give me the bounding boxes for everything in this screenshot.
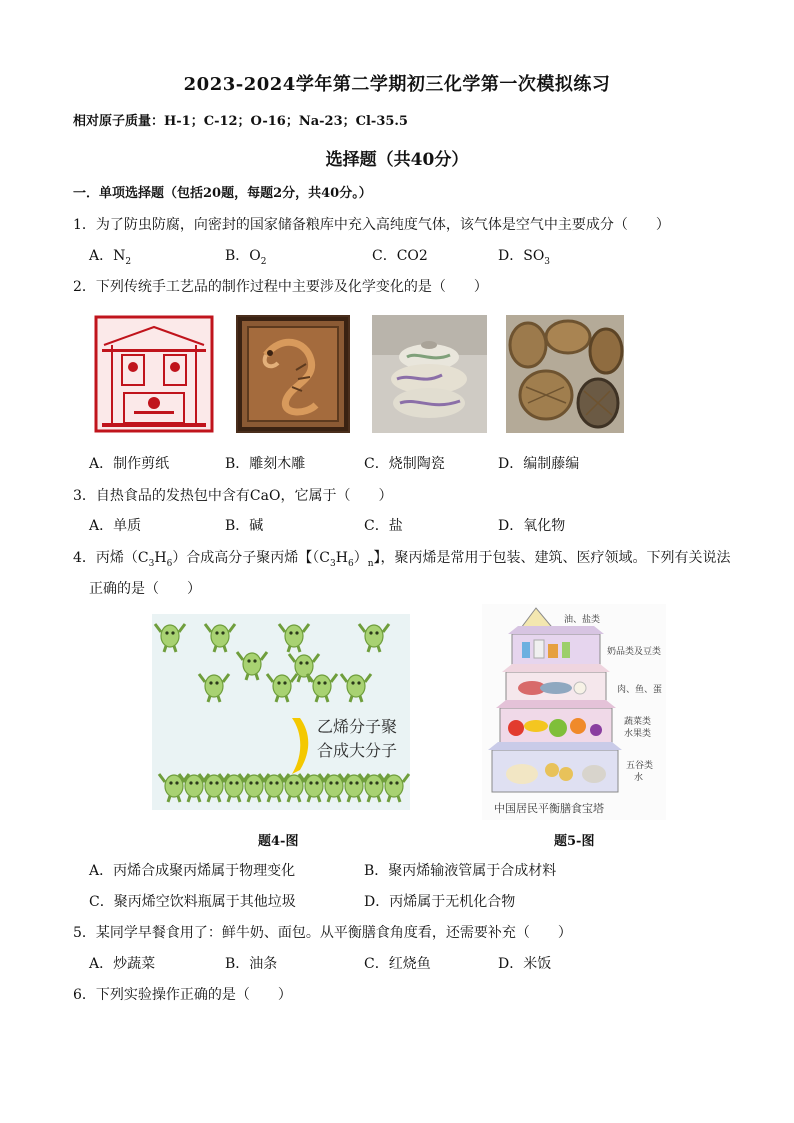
q5-option-d: D．米饭: [498, 956, 552, 972]
question-4-stem: 4．丙烯$(C_3H_6)$合成高分子聚丙烯【$(C_3H_6)_n$】，聚丙烯是常用于包装、建筑、医疗领域。下列有关说法: [73, 550, 731, 569]
q2-option-d: D．编制藤编: [498, 456, 580, 472]
q3-option-d: D．氧化物: [498, 518, 566, 534]
figure-4-caption: 题4-图: [258, 834, 299, 849]
pyramid-label-oil: 油、盐类: [564, 615, 601, 625]
pyramid-label-vegetables: 蔬菜类: [624, 717, 652, 727]
q1-option-c: C．CO2: [372, 248, 428, 264]
q2-option-c: C．烧制陶瓷: [364, 456, 445, 472]
question-6-stem: 6．下列实验操作正确的是（ ）: [73, 987, 292, 1003]
pyramid-label-grains: 五谷类: [626, 761, 654, 771]
q5-option-b: B．油条: [225, 956, 278, 972]
q3-option-c: C．盐: [364, 518, 403, 534]
q2-option-a: A．制作剪纸: [89, 456, 170, 472]
q4-option-b: B．聚丙烯输液管属于合成材料: [364, 863, 557, 879]
pottery-image: [372, 315, 487, 433]
question-1-stem: 1．为了防虫防腐，向密封的国家储备粮库中充入高纯度气体，该气体是空气中主要成分（ ）: [73, 217, 670, 233]
q5-option-c: C．红烧鱼: [364, 956, 431, 972]
figure4-text-1: 乙烯分子聚: [317, 717, 398, 736]
rattan-weaving-image: [506, 315, 624, 433]
q1-option-d: D．$SO_3$: [498, 248, 551, 267]
q4-option-d: D．丙烯属于无机化合物: [364, 894, 516, 910]
pyramid-label-dairy: 奶品类及豆类: [607, 647, 662, 657]
question-5-stem: 5．某同学早餐食用了：鲜牛奶、面包。从平衡膳食角度看，还需要补充（ ）: [73, 925, 572, 941]
paper-cutting-image: [94, 315, 214, 433]
polymerization-figure: [152, 614, 410, 810]
page-title: 2023-2024学年第二学期初三化学第一次模拟练习: [183, 74, 611, 95]
q3-option-a: A．单质: [89, 518, 142, 534]
figure-5-caption: 题5-图: [554, 834, 595, 849]
question-2-stem: 2．下列传统手工艺品的制作过程中主要涉及化学变化的是（ ）: [73, 279, 488, 295]
wood-carving-image: [236, 315, 350, 433]
q4-option-a: A．丙烯合成聚丙烯属于物理变化: [89, 863, 296, 879]
question-3-stem: 3．自热食品的发热包中含有CaO，它属于（ ）: [73, 488, 393, 504]
q5-option-a: A．炒蔬菜: [89, 956, 156, 972]
pyramid-label-meat: 肉、鱼、蛋: [617, 685, 663, 695]
pyramid-title: 中国居民平衡膳食宝塔: [494, 802, 604, 815]
question-4-stem-line2: 正确的是（ ）: [89, 581, 201, 597]
food-pyramid-figure: [482, 604, 666, 820]
part-title: 一．单项选择题（包括20题，每题2分，共40分。）: [73, 186, 372, 201]
q1-option-a: A．$N_2$: [89, 248, 132, 267]
atomic-masses: 相对原子质量：H-1；C-12；O-16；Na-23；Cl-35.5: [73, 114, 408, 129]
q1-option-b: B．$O_2$: [225, 248, 267, 267]
section-title: 选择题（共40分）: [325, 150, 469, 170]
figure4-text-2: 合成大分子: [317, 741, 398, 760]
pyramid-label-fruit: 水果类: [624, 729, 652, 739]
q4-option-c: C．聚丙烯空饮料瓶属于其他垃圾: [89, 894, 296, 910]
q2-option-b: B．雕刻木雕: [225, 456, 306, 472]
pyramid-label-water: 水: [634, 773, 644, 783]
q3-option-b: B．碱: [225, 518, 264, 534]
